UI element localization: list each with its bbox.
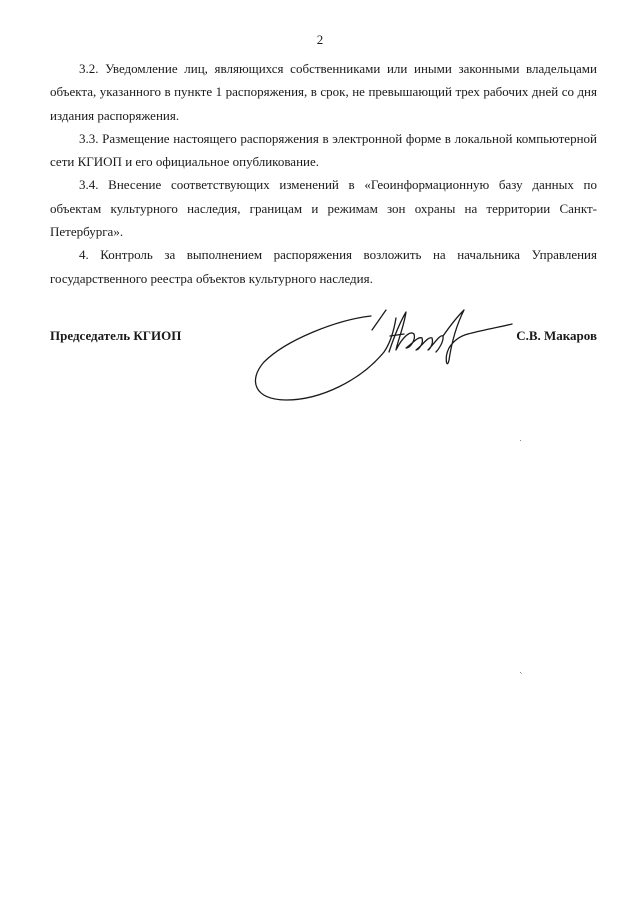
paragraph-3-2: 3.2. Уведомление лиц, являющихся собственниками или иными законными владельцами объекта, указанного в пункте 1 распоряжения, в срок, не превышающий трех рабочих дней со дня издания распоряжения. — [50, 61, 597, 123]
signature-block — [50, 300, 597, 410]
paragraph-3-3: 3.3. Размещение настоящего распоряжения в электронной форме в локальной компьютерной сети КГИОП и его официальное опубликование. — [50, 130, 597, 170]
handwritten-signature — [246, 300, 516, 410]
page-number: 2 — [316, 32, 324, 47]
paragraph-4: 4. Контроль за выполнением распоряжения возложить на начальника Управления государственного реестра объектов культурного наследия. — [50, 247, 597, 286]
body-text — [50, 57, 597, 290]
signer-name: С.В. Макаров — [516, 328, 597, 343]
paragraph-3-4: 3.4. Внесение соответствующих изменений в «Геоинформационную базу данных по объектам культурного наследия, границам и режимам зон охраны на территории Санкт-Петербурга». — [50, 177, 597, 240]
signer-title: Председатель КГИОП — [50, 328, 182, 343]
